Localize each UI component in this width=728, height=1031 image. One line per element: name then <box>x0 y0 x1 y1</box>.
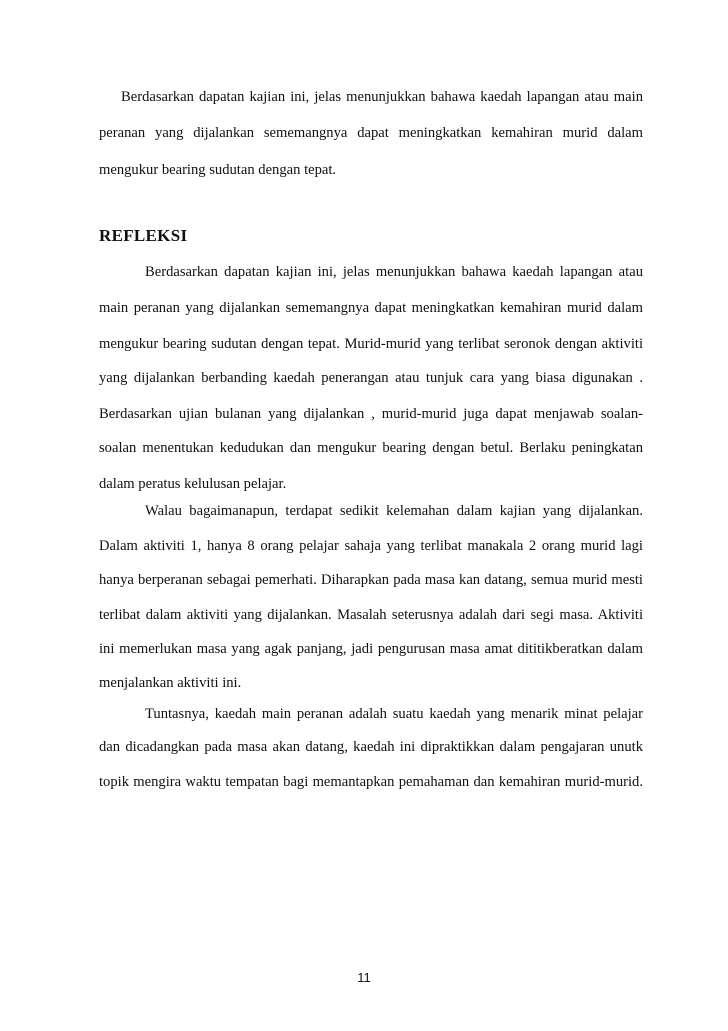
text-line: Berdasarkan dapatan kajian ini, jelas menunjukkan bahawa kaedah lapangan atau <box>145 264 643 280</box>
text-line: terlibat dalam aktiviti yang dijalankan. Masalah seterusnya adalah dari segi masa. Aktiviti <box>99 607 643 623</box>
text-line: ini memerlukan masa yang agak panjang, jadi pengurusan masa amat dititikberatkan dalam <box>99 641 643 657</box>
text-line: Dalam aktiviti 1, hanya 8 orang pelajar sahaja yang terlibat manakala 2 orang murid lagi <box>99 538 643 554</box>
text-line: Berdasarkan dapatan kajian ini, jelas menunjukkan bahawa kaedah lapangan atau main <box>121 89 643 105</box>
text-line: Tuntasnya, kaedah main peranan adalah suatu kaedah yang menarik minat pelajar <box>145 706 643 722</box>
text-line: peranan yang dijalankan sememangnya dapat meningkatkan kemahiran murid dalam <box>99 125 643 141</box>
text-line: Walau bagaimanapun, terdapat sedikit kelemahan dalam kajian yang dijalankan. <box>145 503 643 519</box>
section-heading: REFLEKSI <box>99 226 188 245</box>
page-number: 11 <box>357 970 371 985</box>
text-line: mengukur bearing sudutan dengan tepat. <box>99 162 337 178</box>
text-line: hanya berperanan sebagai pemerhati. Diharapkan pada masa kan datang, semua murid mesti <box>99 572 643 588</box>
text-line: dan dicadangkan pada masa akan datang, kaedah ini dipraktikkan dalam pengajaran unutk <box>99 739 643 755</box>
text-line: Berdasarkan ujian bulanan yang dijalankan , murid-murid juga dapat menjawab soalan- <box>99 406 643 422</box>
text-line: dalam peratus kelulusan pelajar. <box>99 476 287 492</box>
text-line: yang dijalankan berbanding kaedah penerangan atau tunjuk cara yang biasa digunakan . <box>99 370 643 386</box>
text-line: topik mengira waktu tempatan bagi memantapkan pemahaman dan kemahiran murid-murid. <box>99 774 643 790</box>
text-line: soalan menentukan kedudukan dan mengukur bearing dengan betul. Berlaku peningkatan <box>99 440 643 456</box>
text-line: main peranan yang dijalankan sememangnya dapat meningkatkan kemahiran murid dalam <box>99 300 643 316</box>
text-line: mengukur bearing sudutan dengan tepat. Murid-murid yang terlibat seronok dengan aktiviti <box>99 336 643 352</box>
text-line: menjalankan aktiviti ini. <box>99 675 242 691</box>
